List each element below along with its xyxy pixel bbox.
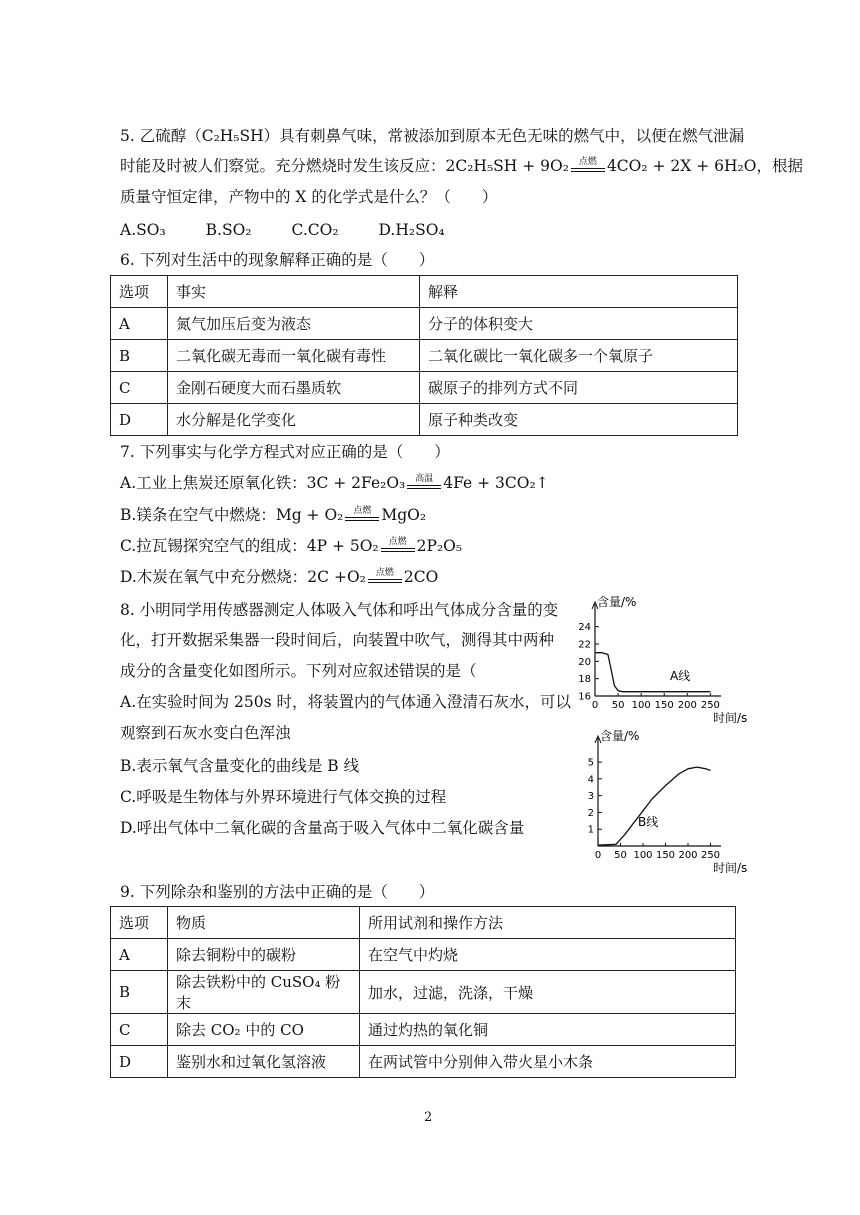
table-cell: A [111, 308, 168, 340]
table-row[interactable] [111, 1046, 736, 1078]
q7-question: 7. 下列事实与化学方程式对应正确的是（ ） [120, 443, 450, 461]
q6-table [110, 275, 738, 436]
y-tick-label: 2 [587, 807, 594, 819]
equation-left: A.工业上焦炭还原氧化铁：3C + 2Fe₂O₃ [120, 474, 406, 492]
q8-option-a-line1[interactable]: A.在实验时间为 250s 时，将装置内的气体通入澄清石灰水，可以 [120, 693, 572, 711]
reaction-condition-arrow: 点燃 [345, 507, 379, 525]
y-tick-label: 16 [578, 691, 591, 703]
chart-a [575, 588, 755, 723]
table-cell: C [111, 372, 168, 404]
table-cell: 水分解是化学变化 [168, 404, 420, 436]
table-row[interactable] [111, 971, 736, 1014]
y-tick-label: 5 [587, 757, 594, 769]
equation-left: D.木炭在氧气中充分燃烧：2C +O₂ [120, 568, 366, 586]
q5-line2 [120, 156, 803, 176]
y-tick-label: 18 [578, 674, 591, 686]
table-cell: D [111, 1046, 168, 1078]
table-cell: 在两试管中分别伸入带火星小木条 [360, 1046, 736, 1078]
x-axis-label: 时间/s [713, 711, 748, 723]
equation-right: MgO₂ [381, 506, 427, 524]
q8-line3: 成分的含量变化如图所示。下列对应叙述错误的是（ [120, 662, 477, 680]
table-row[interactable] [111, 1014, 736, 1046]
table-cell: 鉴别水和过氧化氢溶液 [168, 1046, 360, 1078]
table-header-cell: 解释 [420, 276, 738, 308]
table-header-row [111, 276, 738, 308]
equation-left: C.拉瓦锡探究空气的组成：4P + 5O₂ [120, 537, 379, 555]
table-cell: 除去铜粉中的碳粉 [168, 939, 360, 971]
equation-left: B.镁条在空气中燃烧：Mg + O₂ [120, 506, 344, 524]
q7-option-d[interactable] [120, 567, 438, 587]
q8-option-b[interactable]: B.表示氧气含量变化的曲线是 B 线 [120, 757, 360, 775]
q5-option-c[interactable]: C.CO₂ [291, 221, 339, 239]
x-tick-label: 100 [631, 700, 651, 711]
x-tick-label: 50 [611, 700, 625, 711]
x-tick-label: 150 [655, 850, 676, 861]
q7-option-c[interactable] [120, 536, 462, 556]
table-row[interactable] [111, 939, 736, 971]
x-tick-label: 250 [700, 700, 720, 711]
equation-right: 4Fe + 3CO₂↑ [443, 474, 549, 492]
q5-option-d[interactable]: D.H₂SO₄ [378, 221, 445, 239]
table-row[interactable] [111, 308, 738, 340]
q5-option-a[interactable]: A.SO₃ [120, 221, 166, 239]
q5-equation-right: 4CO₂ + 2X + 6H₂O，根据 [606, 157, 803, 175]
y-axis-label: 含量/% [597, 595, 637, 609]
table-header-cell: 事实 [168, 276, 420, 308]
equation-right: 2CO [403, 568, 439, 586]
series-label: A线 [670, 669, 691, 683]
page-number: 2 [424, 1110, 433, 1125]
y-tick-label: 3 [587, 791, 594, 803]
x-tick-label: 150 [654, 700, 674, 711]
table-header-cell: 选项 [111, 907, 168, 939]
q9-table [110, 906, 736, 1078]
chart-b [560, 726, 760, 876]
x-tick-label: 200 [677, 700, 697, 711]
table-cell: 分子的体积变大 [420, 308, 738, 340]
q8-option-c[interactable]: C.呼吸是生物体与外界环境进行气体交换的过程 [120, 788, 447, 806]
q7-option-a[interactable] [120, 473, 549, 493]
series-line [595, 653, 710, 692]
q5-line3: 质量守恒定律，产物中的 X 的化学式是什么？（ ） [120, 188, 498, 206]
table-cell: 金刚石硬度大而石墨质软 [168, 372, 420, 404]
table-cell: B [111, 971, 168, 1014]
x-tick-label: 50 [614, 850, 627, 861]
y-axis-label: 含量/% [600, 729, 640, 743]
q5-option-b[interactable]: B.SO₂ [205, 221, 252, 239]
table-cell: 加水，过滤，洗涤，干燥 [360, 971, 736, 1014]
table-cell: D [111, 404, 168, 436]
table-row[interactable] [111, 404, 738, 436]
reaction-condition-arrow: 点燃 [571, 158, 605, 176]
y-tick-label: 20 [578, 656, 591, 668]
x-tick-label: 0 [591, 700, 599, 711]
reaction-condition-arrow: 点燃 [368, 569, 402, 587]
equation-right: 2P₂O₅ [416, 537, 463, 555]
table-cell: C [111, 1014, 168, 1046]
series-label: B线 [638, 815, 659, 829]
q8-line1: 8. 小明同学用传感器测定人体吸入气体和呼出气体成分含量的变 [120, 601, 559, 619]
x-tick-label: 200 [678, 850, 698, 861]
y-tick-label: 24 [578, 622, 591, 634]
table-cell: A [111, 939, 168, 971]
q8-option-d[interactable]: D.呼出气体中二氧化碳的含量高于吸入气体中二氧化碳含量 [120, 819, 525, 837]
y-tick-label: 1 [587, 824, 594, 836]
table-cell: B [111, 340, 168, 372]
table-header-cell: 物质 [168, 907, 360, 939]
x-tick-label: 0 [594, 850, 602, 861]
q5-options [120, 220, 485, 240]
q6-question: 6. 下列对生活中的现象解释正确的是（ ） [120, 251, 435, 269]
x-tick-label: 250 [700, 850, 721, 861]
table-header-cell: 选项 [111, 276, 168, 308]
x-tick-label: 100 [633, 850, 653, 861]
table-cell: 通过灼热的氧化铜 [360, 1014, 736, 1046]
table-cell: 除去 CO₂ 中的 CO [168, 1014, 360, 1046]
q8-line2: 化，打开数据采集器一段时间后，向装置中吹气，测得其中两种 [120, 631, 555, 649]
x-axis-label: 时间/s [713, 861, 748, 875]
q5-equation-left: 时能及时被人们察觉。充分燃烧时发生该反应：2C₂H₅SH + 9O₂ [120, 157, 569, 175]
q5-line1: 5. 乙硫醇（C₂H₅SH）具有刺鼻气味，常被添加到原本无色无味的燃气中，以便在燃气泄漏 [120, 127, 745, 145]
table-row[interactable] [111, 372, 738, 404]
table-cell: 在空气中灼烧 [360, 939, 736, 971]
y-tick-label: 22 [578, 639, 591, 651]
table-cell: 二氧化碳比一氧化碳多一个氧原子 [420, 340, 738, 372]
table-row[interactable] [111, 340, 738, 372]
q8-option-a-line2: 观察到石灰水变白色浑浊 [120, 724, 291, 742]
table-cell: 二氧化碳无毒而一氧化碳有毒性 [168, 340, 420, 372]
table-cell: 原子种类改变 [420, 404, 738, 436]
y-tick-label: 4 [587, 774, 594, 786]
table-cell: 氮气加压后变为液态 [168, 308, 420, 340]
q9-question: 9. 下列除杂和鉴别的方法中正确的是（ ） [120, 883, 435, 901]
reaction-condition-arrow: 高温 [407, 475, 441, 493]
series-line [598, 767, 711, 845]
q7-option-b[interactable] [120, 505, 426, 525]
table-header-cell: 所用试剂和操作方法 [360, 907, 736, 939]
table-cell: 碳原子的排列方式不同 [420, 372, 738, 404]
table-cell: 除去铁粉中的 CuSO₄ 粉末 [168, 971, 360, 1014]
table-header-row [111, 907, 736, 939]
reaction-condition-arrow: 点燃 [381, 538, 415, 556]
